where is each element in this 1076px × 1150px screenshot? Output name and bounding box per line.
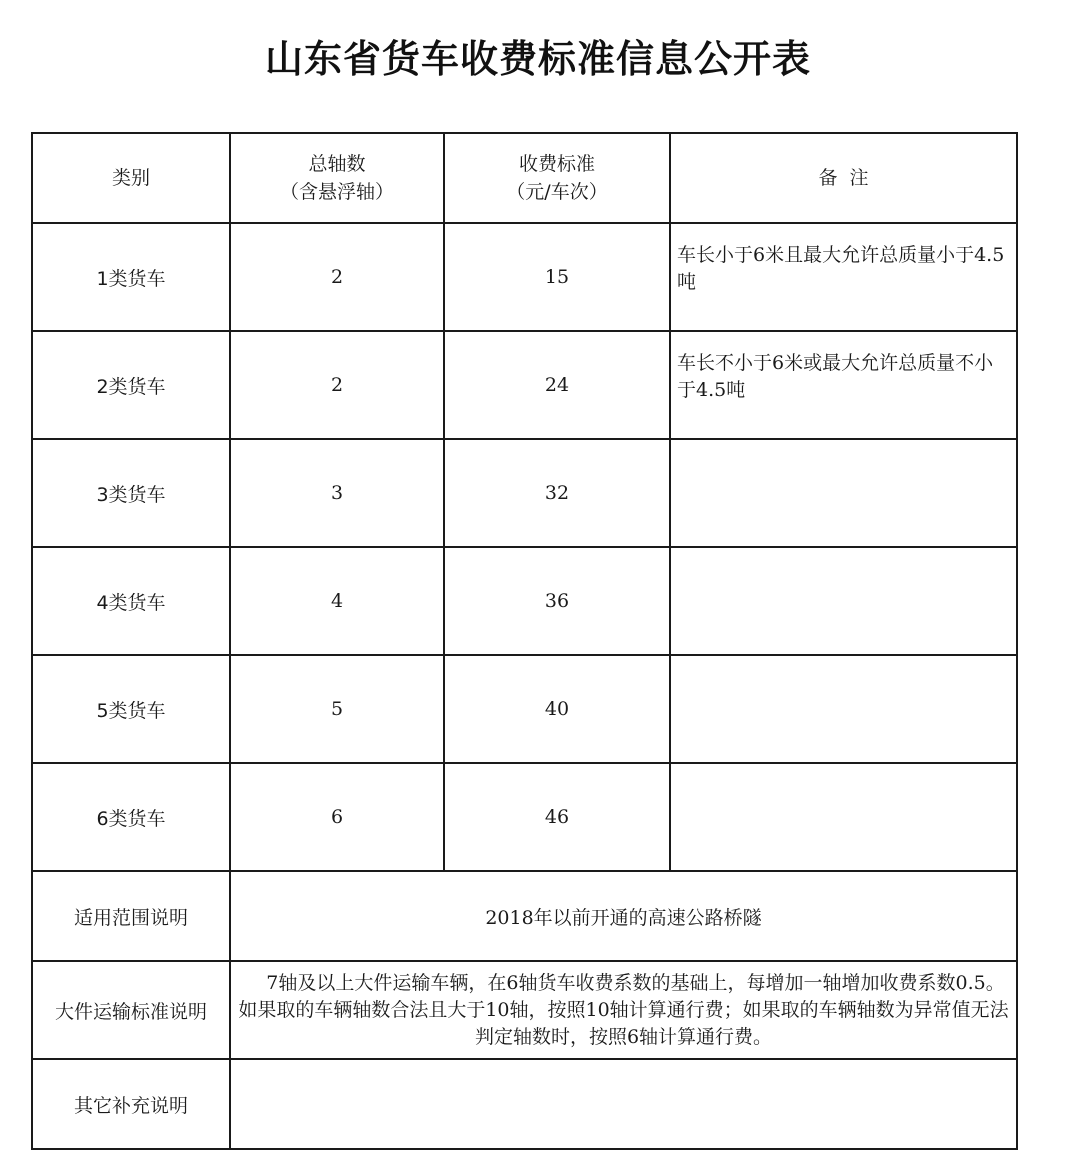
row-axles: 2	[230, 223, 444, 331]
row-axles: 5	[230, 655, 444, 763]
scope-row	[32, 871, 1017, 961]
other-label: 其它补充说明	[32, 1059, 230, 1149]
row-category: 2类货车	[32, 331, 230, 439]
scope-value: 2018年以前开通的高速公路桥隧	[230, 871, 1017, 961]
table-header-row	[32, 133, 1017, 223]
other-value	[230, 1059, 1017, 1149]
large-transport-value	[230, 961, 1017, 1059]
header-axles-line2: （含悬浮轴）	[279, 181, 394, 203]
table-row	[32, 331, 1017, 439]
row-fee: 46	[444, 763, 670, 871]
header-axles	[230, 133, 444, 223]
header-fee-line1: 收费标准	[518, 153, 595, 175]
row-axles: 2	[230, 331, 444, 439]
table-row	[32, 763, 1017, 871]
scope-label: 适用范围说明	[32, 871, 230, 961]
table-row	[32, 547, 1017, 655]
header-axles-line1: 总轴数	[308, 153, 366, 175]
table-row	[32, 439, 1017, 547]
row-note: 车长不小于6米或最大允许总质量不小于4.5吨	[670, 331, 1017, 439]
header-category: 类别	[32, 133, 230, 223]
large-transport-row	[32, 961, 1017, 1059]
large-transport-text: 7轴及以上大件运输车辆，在6轴货车收费系数的基础上，每增加一轴增加收费系数0.5。如果取的车辆轴数合法且大于10轴，按照10轴计算通行费；如果取的车辆轴数为异常值无法判定轴数时，按照6轴计算通行费。	[238, 971, 1009, 1048]
row-fee: 32	[444, 439, 670, 547]
row-category: 6类货车	[32, 763, 230, 871]
table-row	[32, 223, 1017, 331]
row-category: 3类货车	[32, 439, 230, 547]
page-title: 山东省货车收费标准信息公开表	[264, 37, 811, 81]
row-note	[670, 439, 1017, 547]
row-axles: 4	[230, 547, 444, 655]
row-category: 1类货车	[32, 223, 230, 331]
row-axles: 6	[230, 763, 444, 871]
row-fee: 40	[444, 655, 670, 763]
large-transport-label: 大件运输标准说明	[32, 961, 230, 1059]
header-fee	[444, 133, 670, 223]
row-axles: 3	[230, 439, 444, 547]
other-row	[32, 1059, 1017, 1149]
row-fee: 24	[444, 331, 670, 439]
fee-table	[31, 132, 1018, 1150]
header-fee-line2: （元/车次）	[506, 181, 608, 203]
row-note	[670, 655, 1017, 763]
row-category: 4类货车	[32, 547, 230, 655]
header-remarks: 备 注	[670, 133, 1017, 223]
row-fee: 15	[444, 223, 670, 331]
row-note	[670, 547, 1017, 655]
row-fee: 36	[444, 547, 670, 655]
table-row	[32, 655, 1017, 763]
row-note	[670, 763, 1017, 871]
row-category: 5类货车	[32, 655, 230, 763]
row-note: 车长小于6米且最大允许总质量小于4.5吨	[670, 223, 1017, 331]
